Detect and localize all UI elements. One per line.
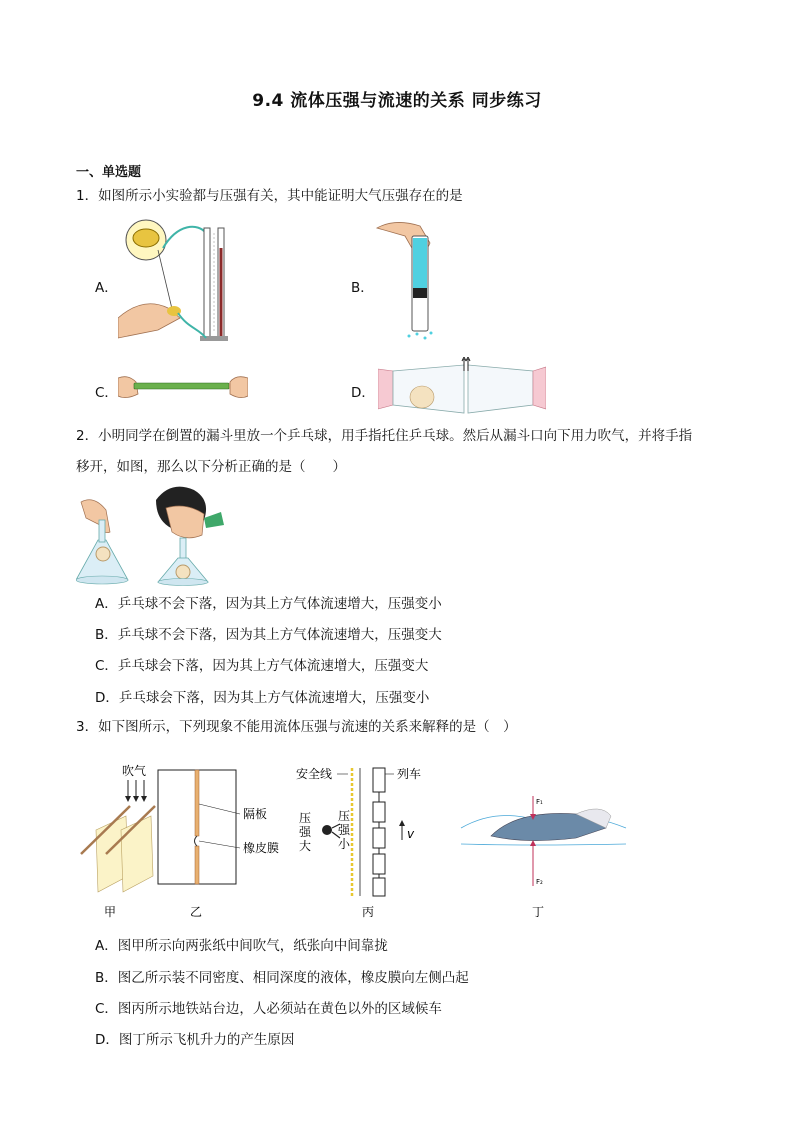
q3-membrane-label: 橡皮膜 <box>243 841 280 855</box>
q3-train-label: 列车 <box>397 767 422 781</box>
q3-f1-label: F₁ <box>536 798 543 806</box>
q3-big-pressure-3: 大 <box>299 839 312 853</box>
q3-option-d: D．图丁所示飞机升力的产生原因 <box>95 1032 295 1048</box>
question-2-stem-line-1: 2．小明同学在倒置的漏斗里放一个乒乓球，用手指托住乒乓球。然后从漏斗口向下用力吹气，并将手指 <box>76 428 693 444</box>
section-heading: 一、单选题 <box>76 165 142 180</box>
question-2-stem-line-2: 移开，如图，那么以下分析正确的是（ ） <box>76 459 346 475</box>
q3-caption-jia: 甲 <box>104 905 117 919</box>
q3-option-a: A．图甲所示向两张纸中间吹气，纸张向中间靠拢 <box>95 938 388 954</box>
question-3-stem: 3．如下图所示，下列现象不能用流体压强与流速的关系来解释的是（ ） <box>76 719 517 735</box>
q3-partition-label: 隔板 <box>243 807 268 821</box>
q3-f2-label: F₂ <box>536 878 543 886</box>
q3-caption-ding: 丁 <box>532 905 545 919</box>
page-title: 9.4 流体压强与流速的关系 同步练习 <box>252 91 542 111</box>
q1-figure-d <box>378 357 546 419</box>
q1-figure-b <box>375 218 445 343</box>
q3-caption-bing: 丙 <box>362 905 375 919</box>
q1-option-c-label: C． <box>95 385 118 401</box>
q3-small-pressure-1: 压 <box>338 809 351 823</box>
q3-safety-line-label: 安全线 <box>296 767 333 781</box>
q2-option-d: D．乒乓球会下落，因为其上方气体流速增大，压强变小 <box>95 690 430 706</box>
q2-option-c: C．乒乓球会下落，因为其上方气体流速增大，压强变大 <box>95 658 429 674</box>
q3-big-pressure-1: 压 <box>299 811 312 825</box>
q1-option-a-label: A． <box>95 280 118 296</box>
q2-option-a: A．乒乓球不会下落，因为其上方气体流速增大，压强变小 <box>95 596 442 612</box>
q1-figure-a <box>118 218 253 348</box>
q3-option-b: B．图乙所示装不同密度、相同深度的液体，橡皮膜向左侧凸起 <box>95 970 469 986</box>
q3-small-pressure-2: 强 <box>338 823 351 837</box>
q3-option-c: C．图丙所示地铁站台边，人必须站在黄色以外的区域候车 <box>95 1001 442 1017</box>
q1-option-b-label: B． <box>351 280 374 296</box>
question-1-stem: 1．如图所示小实验都与压强有关，其中能证明大气压强存在的是 <box>76 188 463 204</box>
q1-option-d-label: D． <box>351 385 375 401</box>
q3-velocity-label: v <box>407 827 415 841</box>
q3-blow-label: 吹气 <box>122 764 147 778</box>
q3-small-pressure-3: 小 <box>338 837 351 851</box>
q3-figure <box>76 758 636 923</box>
q2-option-b: B．乒乓球不会下落，因为其上方气体流速增大，压强变大 <box>95 627 442 643</box>
q2-figure-funnel-experiment <box>76 480 251 586</box>
q3-caption-yi: 乙 <box>190 905 203 919</box>
q1-figure-c <box>118 372 248 402</box>
q3-big-pressure-2: 强 <box>299 825 312 839</box>
